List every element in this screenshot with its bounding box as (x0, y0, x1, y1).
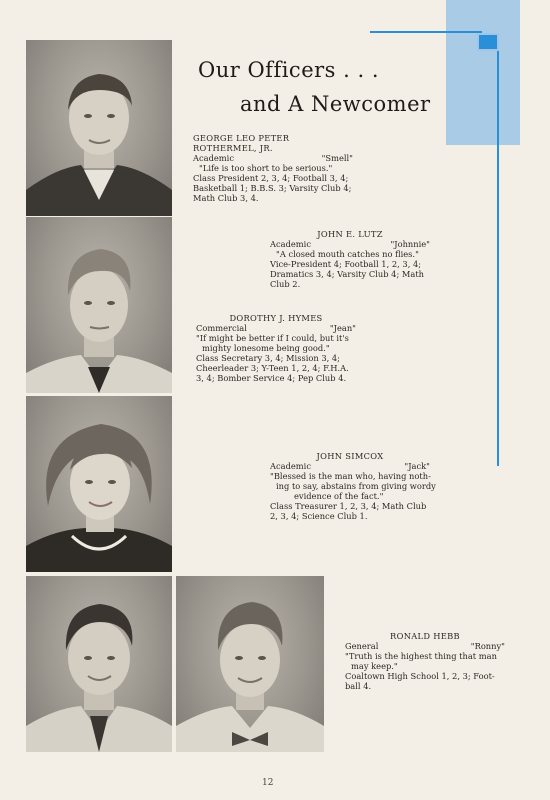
page-number: 12 (262, 778, 274, 788)
portrait-photo-hymes-image (26, 396, 172, 572)
course: Academic (270, 461, 311, 471)
student-name: JOHN E. LUTZ (317, 229, 383, 239)
entry-hymes (196, 313, 356, 383)
activity-line: Dramatics 3, 4; Varsity Club 4; Math (270, 269, 425, 279)
nickname: "Ronny" (470, 641, 505, 651)
activity-line: Vice-President 4; Football 1, 2, 3, 4; (270, 259, 422, 269)
activity-line: ball 4. (345, 681, 372, 691)
activity-line: Class Secretary 3, 4; Mission 3, 4; (196, 353, 340, 363)
activity-line: Basketball 1; B.B.S. 3; Varsity Club 4; (193, 183, 352, 193)
quote-continued: may keep." (351, 661, 398, 671)
activity-line: Club 2. (270, 279, 301, 289)
blue-corner-block (446, 0, 520, 145)
student-name: JOHN SIMCOX (316, 451, 384, 461)
quote: "A closed mouth catches no flies." (276, 249, 419, 259)
activity-line: Class President 2, 3, 4; Football 3, 4; (193, 173, 349, 183)
portrait-photo-hymes (26, 396, 172, 572)
blue-square-ornament (477, 33, 499, 51)
nickname: "Smell" (321, 153, 353, 163)
entry-rothermel (193, 133, 353, 203)
portrait-photo-lutz-image (26, 217, 172, 393)
course-row (345, 641, 505, 651)
activity-line: 3, 4; Bomber Service 4; Pep Club 4. (196, 373, 347, 383)
blue-rule-vertical (497, 48, 499, 466)
portrait-photo-rothermel (26, 40, 172, 216)
quote-continued: mighty lonesome being good." (202, 343, 330, 353)
portrait-photo-hebb-image (176, 576, 324, 752)
course-row (196, 323, 356, 333)
course: Academic (270, 239, 311, 249)
activity-line: Cheerleader 3; Y-Teen 1, 2, 4; F.H.A. (196, 363, 349, 373)
quote: "If might be better if I could, but it's (196, 333, 349, 343)
course-row (270, 461, 430, 471)
portrait-photo-rothermel-image (26, 40, 172, 216)
quote: "Blessed is the man who, having noth- (270, 471, 431, 481)
course-row (193, 153, 353, 163)
quote: "Truth is the highest thing that man (345, 651, 497, 661)
activity-line: Coaltown High School 1, 2, 3; Foot- (345, 671, 495, 681)
activity-line: 2, 3, 4; Science Club 1. (270, 511, 368, 521)
activity-line: Math Club 3, 4. (193, 193, 259, 203)
entry-hebb (345, 631, 505, 691)
quote-continued: ing to say, abstains from giving wordy (276, 481, 436, 491)
entry-lutz (270, 229, 430, 289)
nickname: "Jean" (329, 323, 356, 333)
portrait-photo-simcox-image (26, 576, 172, 752)
course: Commercial (196, 323, 247, 333)
student-name: DOROTHY J. HYMES (229, 313, 323, 323)
activity-line: Class Treasurer 1, 2, 3, 4; Math Club (270, 501, 427, 511)
entry-simcox (270, 451, 436, 521)
course: General (345, 641, 379, 651)
page-title-line-2: and A Newcomer (240, 92, 431, 116)
blue-rule-horizontal (370, 31, 482, 33)
portrait-photo-simcox (26, 576, 172, 752)
quote-continued: evidence of the fact." (294, 491, 384, 501)
course: Academic (193, 153, 234, 163)
page-title-line-1: Our Officers . . . (198, 58, 379, 82)
quote: "Life is too short to be serious." (199, 163, 333, 173)
course-row (270, 239, 430, 249)
portrait-photo-lutz (26, 217, 172, 393)
nickname: "Jack" (404, 461, 430, 471)
student-name: RONALD HEBB (390, 631, 460, 641)
student-name: GEORGE LEO PETER ROTHERMEL, JR. (193, 133, 290, 153)
portrait-photo-hebb (176, 576, 324, 752)
nickname: "Johnnie" (390, 239, 430, 249)
